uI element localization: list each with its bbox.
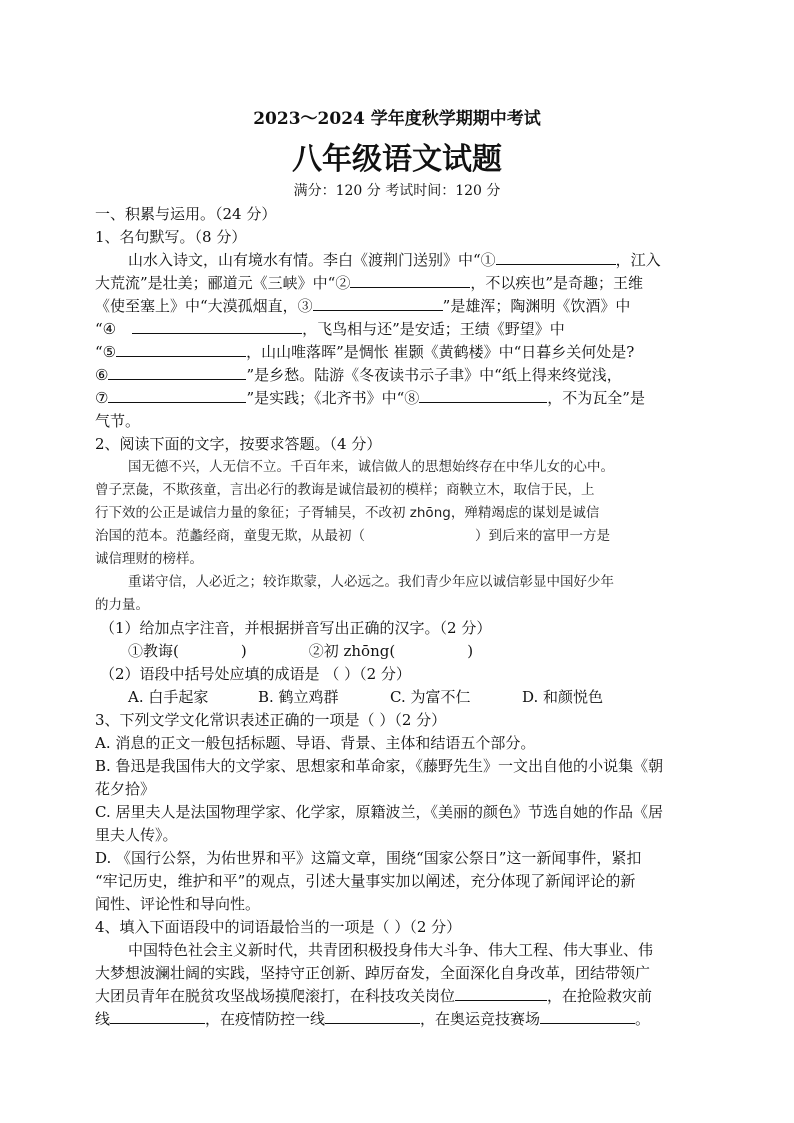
q4-passage-line-2: 大梦想波澜壮阔的实践，坚持守正创新、踔厉奋发，全面深化自身改革，团结带领广	[95, 964, 651, 982]
q3-option-b-line-2: 花夕拾》	[95, 780, 156, 798]
q1-line-8: 气节。	[95, 412, 141, 430]
option-d[interactable]: D. 和颜悦色	[522, 688, 604, 706]
q2-sub-2: （2）语段中括号处应填的成语是 （ ）（2 分）	[100, 665, 411, 683]
q2-passage-line-7: 的力量。	[95, 597, 149, 613]
pinyin-prompt: ①教诲(	[128, 642, 179, 660]
exam-title: 2023～2024 学年度秋学期期中考试	[253, 109, 541, 129]
q2-passage-line-4-text-b: ）到后来的富甲一方是	[475, 528, 610, 544]
q4-passage-line-4	[95, 1008, 650, 1030]
q1-line-4	[95, 318, 565, 340]
q2-passage-line-4	[95, 525, 610, 547]
q4-passage-line-4-text-a: 线	[95, 1010, 111, 1028]
word-blank-4[interactable]	[540, 1008, 635, 1024]
q4-passage-line-4-text-c: ，在奥运竞技赛场	[420, 1010, 541, 1028]
q1-line-7-text-c: ，不为瓦全”是	[547, 389, 645, 407]
q1-line-6-text-b: ”是乡愁。陆游《冬夜读书示子聿》中“纸上得来终觉浅，	[246, 366, 622, 384]
word-blank-3[interactable]	[325, 1008, 420, 1024]
q1-line-4-text-a: “④	[95, 320, 117, 338]
q2-passage-line-6: 重诺守信，人必近之；较诈欺蒙，人必远之。我们青少年应以诚信彰显中国好少年	[128, 574, 614, 590]
answer-blank-2[interactable]	[350, 272, 470, 288]
q3-option-a[interactable]: A. 消息的正文一般包括标题、导语、背景、主体和结语五个部分。	[95, 734, 536, 752]
q1-line-2	[95, 272, 643, 294]
q2-options	[128, 686, 642, 708]
q1-line-7-text-b: ”是实践；《北齐书》中“⑧	[246, 389, 420, 407]
hanzi-prompt: ②初 zhōng(	[308, 642, 396, 660]
q3-option-c-line-1[interactable]: C. 居里夫人是法国物理学家、化学家，原籍波兰，《美丽的颜色》节选自她的作品《居	[95, 803, 663, 821]
q1-line-3-text-a: 《使至塞上》中“大漠孤烟直，③	[95, 297, 313, 315]
q3-option-d-line-3: 闻性、评论性和导向性。	[95, 895, 261, 913]
q1-line-2-text-a: 大荒流”是壮美；郦道元《三峡》中“②	[95, 274, 351, 292]
q1-line-3	[95, 295, 630, 317]
answer-blank-4[interactable]	[132, 318, 302, 334]
q1-line-5	[95, 341, 634, 363]
option-a[interactable]: A. 白手起家	[128, 688, 209, 706]
q3-option-b-line-1[interactable]: B. 鲁迅是我国伟大的文学家、思想家和革命家，《藤野先生》一文出自他的小说集《朝	[95, 757, 664, 775]
answer-blank-5[interactable]	[116, 341, 246, 357]
q4-passage-line-3	[95, 985, 652, 1007]
q1-line-6	[95, 364, 622, 386]
q2-passage-line-2: 曾子烹彘，不欺孩童，言出必行的教诲是诚信最初的模样；商鞅立木，取信于民，上	[95, 482, 595, 498]
q1-line-7	[95, 387, 645, 409]
q1-line-3-text-b: ”是雄浑；陶渊明《饮酒》中	[442, 297, 631, 315]
option-c[interactable]: C. 为富不仁	[390, 688, 471, 706]
q4-passage-line-3-text-b: ，在抢险救灾前	[547, 987, 653, 1005]
q1-line-5-text-b: ，山山唯落晖”是惆怅 崔颢《黄鹤楼》中“日暮乡关何处是?	[246, 343, 635, 361]
q2-heading: 2、阅读下面的文字，按要求答题。（4 分）	[95, 435, 382, 453]
pinyin-close: )	[240, 642, 247, 660]
q1-line-1-text-b: ，江入	[615, 251, 661, 269]
q1-line-6-text-a: ⑥	[95, 366, 109, 384]
q4-passage-line-3-text-a: 大团员青年在脱贫攻坚战场摸爬滚打，在科技攻关岗位	[95, 987, 456, 1005]
q3-option-d-line-1[interactable]: D. 《国行公祭，为佑世界和平》这篇文章，围绕“国家公祭日”这一新闻事件，紧扣	[95, 849, 642, 867]
section-1-heading: 一、积累与运用。（24 分）	[95, 205, 277, 223]
q2-passage-line-1: 国无德不兴，人无信不立。千百年来，诚信做人的思想始终存在中华儿女的心中。	[128, 459, 614, 475]
q3-option-c-line-2: 里夫人传》。	[95, 826, 178, 844]
q1-line-4-text-b: ，飞鸟相与还”是安适；王绩《野望》中	[302, 320, 565, 338]
q1-line-7-text-a: ⑦	[95, 389, 109, 407]
q4-passage-line-4-text-d: 。	[635, 1010, 651, 1028]
word-blank-2[interactable]	[110, 1008, 205, 1024]
q2-passage-line-5: 诚信理财的榜样。	[95, 551, 203, 567]
q4-heading: 4、填入下面语段中的词语最恰当的一项是（ ）（2 分）	[95, 918, 462, 936]
q2-passage-line-3: 行下效的公正是诚信力量的象征；子胥辅吴，不改初 zhōng，殚精竭虑的谋划是诚信	[95, 505, 600, 521]
q2-sub-1-answers	[128, 640, 473, 662]
q1-heading: 1、名句默写。（8 分）	[95, 228, 247, 246]
subject-title: 八年级语文试题	[292, 142, 502, 177]
q3-heading: 3、下列文学文化常识表述正确的一项是（ ）（2 分）	[95, 711, 447, 729]
q2-sub-1: （1）给加点字注音，并根据拼音写出正确的汉字。（2 分）	[100, 619, 492, 637]
q4-passage-line-1: 中国特色社会主义新时代，共青团积极投身伟大斗争、伟大工程、伟大事业、伟	[128, 941, 654, 959]
option-b[interactable]: B. 鹤立鸡群	[258, 688, 339, 706]
hanzi-close: )	[467, 642, 474, 660]
word-blank-1[interactable]	[455, 985, 547, 1001]
answer-blank-3[interactable]	[313, 295, 443, 311]
q1-line-5-text-a: “⑤	[95, 343, 117, 361]
q1-line-1	[128, 249, 661, 271]
answer-blank-1[interactable]	[496, 249, 616, 265]
answer-blank-8[interactable]	[419, 387, 547, 403]
q3-option-d-line-2: “牢记历史，维护和平”的观点，引述大量事实加以阐述，充分体现了新闻评论的新	[95, 872, 636, 890]
q2-passage-line-4-text-a: 治国的范本。范蠡经商，童叟无欺，从最初（	[95, 528, 365, 544]
q4-passage-line-4-text-b: ，在疫情防控一线	[205, 1010, 326, 1028]
exam-meta: 满分：120 分 考试时间：120 分	[293, 183, 501, 199]
answer-blank-6[interactable]	[108, 364, 246, 380]
answer-blank-7[interactable]	[108, 387, 246, 403]
q1-line-1-text-a: 山水入诗文，山有境水有情。李白《渡荆门送别》中“①	[128, 251, 496, 269]
q1-line-2-text-b: ，不以疾也”是奇趣；王维	[470, 274, 644, 292]
